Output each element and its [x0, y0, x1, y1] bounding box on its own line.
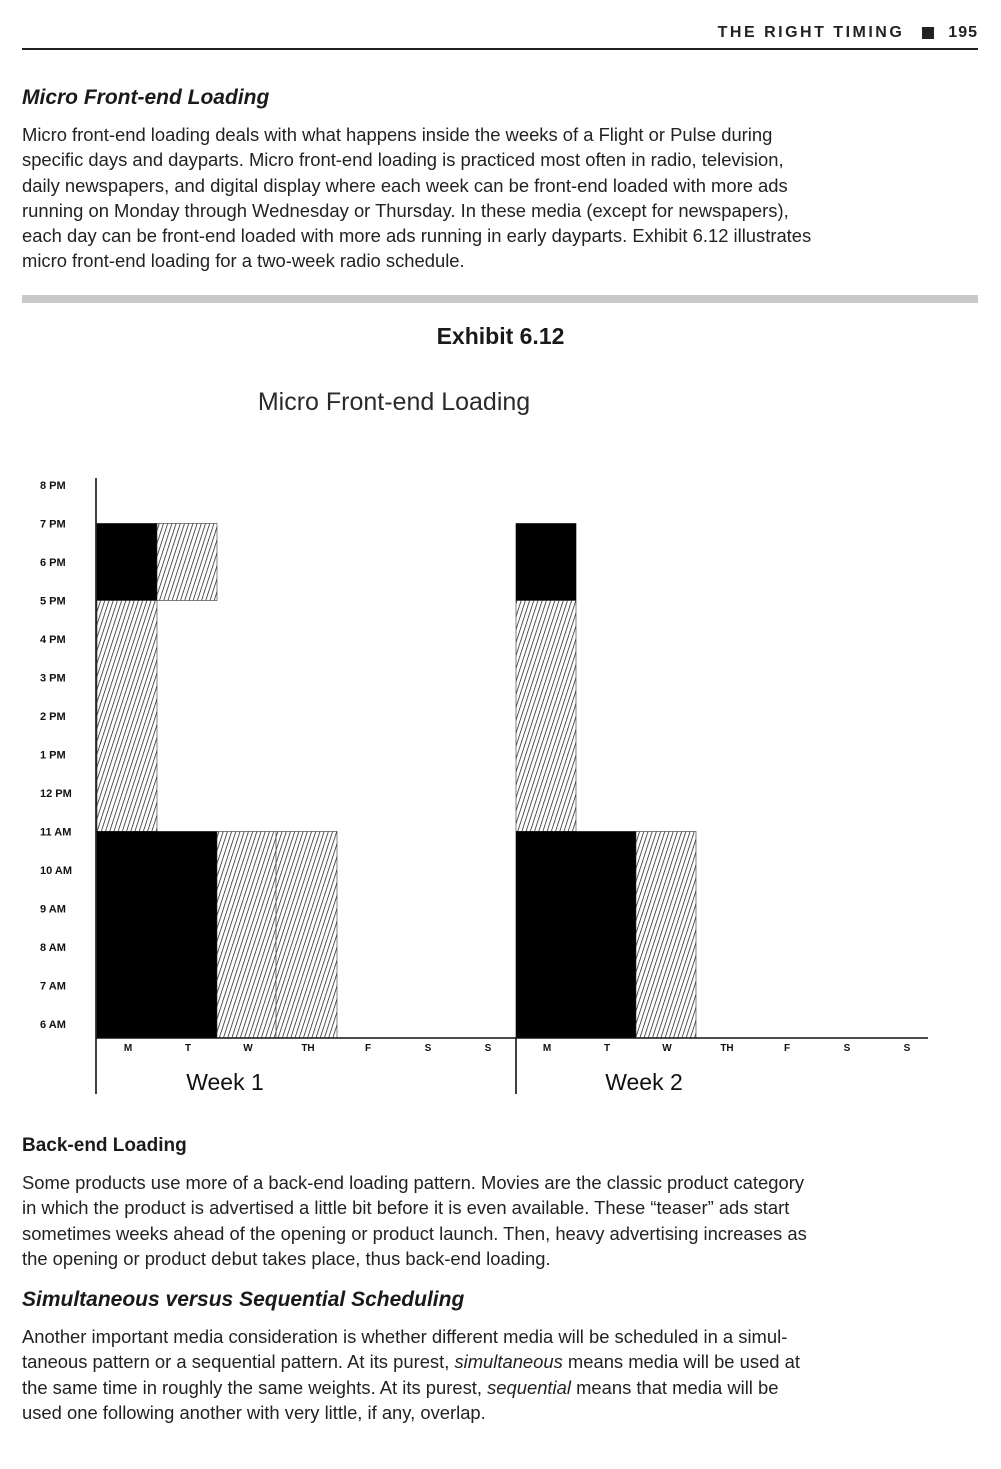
- day-label: S: [484, 1043, 492, 1054]
- text-line: in which the product is advertised a little bit before it is even available. These “teaser” ads start: [22, 1197, 790, 1219]
- y-tick-label: 7 PM: [40, 518, 66, 531]
- y-tick-label: 3 PM: [40, 672, 66, 685]
- schedule-block-hatched: [97, 601, 157, 832]
- text-line: each day can be front-end loaded with more ads running in early dayparts. Exhibit 6.12 illustrates: [22, 225, 812, 247]
- week-label: Week 1: [186, 1069, 264, 1095]
- y-tick-label: 10 AM: [40, 865, 72, 877]
- paragraph-micro-front-end: [22, 122, 980, 274]
- day-label: S: [424, 1043, 432, 1054]
- y-tick-label: 6 PM: [40, 557, 66, 569]
- heading-simultaneous-sequential: Simultaneous versus Sequential Scheduling: [22, 1288, 465, 1311]
- y-tick-label: 8 PM: [40, 480, 66, 492]
- text-line: Another important media consideration is whether different media will be scheduled in a simul-: [22, 1326, 788, 1347]
- text-line: Some products use more of a back-end loading pattern. Movies are the classic product category: [22, 1172, 805, 1193]
- text-line: used one following another with very little, if any, overlap.: [22, 1401, 486, 1423]
- text-line: the same time in roughly the same weights. At its purest,: [22, 1376, 488, 1398]
- text-line: means that media will be: [570, 1376, 779, 1398]
- schedule-block-hatched: [516, 601, 576, 832]
- y-tick-label: 2 PM: [40, 711, 66, 723]
- front-end-loading-chart: [0, 430, 1001, 1120]
- schedule-block-hatched: [157, 524, 217, 601]
- text-line: Micro front-end loading deals with what happens inside the weeks of a Flight or Pulse during: [22, 124, 773, 145]
- day-label: S: [903, 1043, 911, 1054]
- y-tick-label: 12 PM: [40, 788, 72, 800]
- emphasis-sequential: sequential: [487, 1376, 571, 1398]
- day-label: TH: [301, 1043, 315, 1054]
- y-tick-label: 6 AM: [40, 1019, 66, 1031]
- day-label: M: [542, 1043, 552, 1054]
- y-tick-label: 5 PM: [40, 595, 66, 608]
- paragraph-back-end-loading: [22, 1170, 980, 1271]
- schedule-block-solid: [97, 524, 157, 601]
- schedule-block-solid: [516, 832, 636, 1039]
- y-tick-label: 11 AM: [40, 826, 72, 839]
- text-line: running on Monday through Wednesday or Thursday. In these media (except for newspapers),: [22, 199, 789, 221]
- y-tick-label: 7 AM: [40, 980, 66, 993]
- schedule-block-solid: [97, 832, 217, 1039]
- day-label: TH: [720, 1043, 734, 1054]
- running-title: THE RIGHT TIMING: [717, 24, 905, 41]
- page-number: 195: [948, 24, 978, 41]
- square-bullet-icon: [922, 27, 934, 39]
- heading-micro-front-end: Micro Front-end Loading: [22, 86, 270, 109]
- text-line: micro front-end loading for a two-week radio schedule.: [22, 250, 465, 272]
- schedule-block-hatched: [636, 832, 696, 1039]
- y-tick-label: 9 AM: [40, 903, 66, 916]
- day-label: S: [843, 1043, 851, 1054]
- day-label: W: [662, 1043, 672, 1054]
- day-label: T: [184, 1043, 192, 1054]
- text-line: the opening or product debut takes place, thus back-end loading.: [22, 1247, 551, 1269]
- chart-title: Micro Front-end Loading: [257, 388, 531, 416]
- text-line: means media will be used at: [562, 1351, 800, 1373]
- day-label: T: [603, 1043, 611, 1054]
- day-label: M: [123, 1043, 133, 1054]
- week-label: Week 2: [605, 1069, 683, 1095]
- day-label: W: [243, 1043, 253, 1054]
- paragraph-simultaneous-sequential: [22, 1324, 980, 1425]
- y-tick-label: 1 PM: [40, 749, 66, 762]
- day-label: F: [783, 1043, 791, 1054]
- exhibit-divider: [22, 295, 978, 303]
- text-line: specific days and dayparts. Micro front-end loading is practiced most often in radio, television,: [22, 149, 784, 171]
- y-tick-label: 4 PM: [40, 634, 66, 646]
- exhibit-label: Exhibit 6.12: [436, 323, 565, 349]
- running-head: [22, 18, 978, 50]
- emphasis-simultaneous: simultaneous: [454, 1351, 563, 1373]
- text-line: taneous pattern or a sequential pattern. At its purest,: [22, 1351, 455, 1373]
- schedule-block-solid: [516, 524, 576, 601]
- heading-back-end-loading: Back-end Loading: [22, 1135, 187, 1156]
- y-tick-label: 8 AM: [40, 942, 66, 954]
- schedule-block-hatched: [217, 832, 337, 1039]
- text-line: sometimes weeks ahead of the opening or product launch. Then, heavy advertising increases as: [22, 1222, 807, 1244]
- text-line: daily newspapers, and digital display where each week can be front-end loaded with more ads: [22, 174, 788, 196]
- day-label: F: [364, 1043, 372, 1054]
